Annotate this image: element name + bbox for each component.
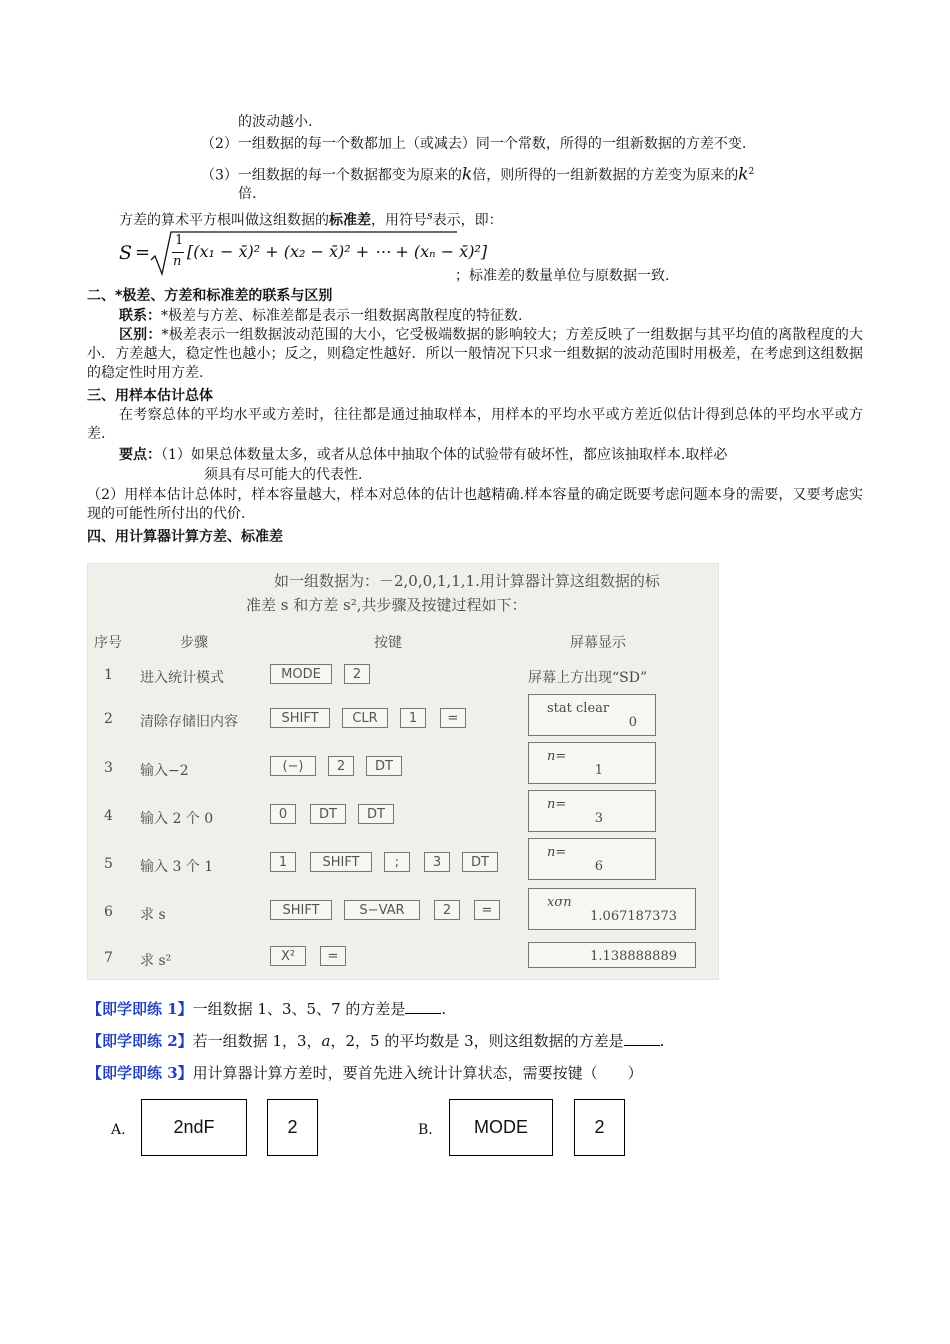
screen-text: 屏幕上方出现“SD” bbox=[528, 670, 648, 686]
screen-display: xσn 1.067187373 bbox=[528, 888, 696, 930]
row-no: 1 bbox=[104, 667, 113, 683]
row-no: 2 bbox=[104, 711, 113, 727]
text-line: （3）一组数据的每一个数据都变为原来的k倍，则所得的一组新数据的方差变为原来的$k^2$ bbox=[201, 164, 755, 185]
header-screen: 屏幕显示 bbox=[570, 635, 626, 651]
row-step: 输入 2 个 0 bbox=[140, 811, 214, 827]
exercise-1: 【即学即练 1】一组数据 1、3、5、7 的方差是 . bbox=[87, 1000, 447, 1018]
calc-key-equals: = bbox=[440, 708, 466, 728]
text-line: 须具有尽可能大的代表性. bbox=[204, 467, 363, 483]
calc-key-0: 0 bbox=[270, 804, 296, 824]
paragraph: 区别：*极差表示一组数据波动范围的大小，它受极端数据的影响较大；方差反映了一组数据与其平均值的离散程度的大小．方差越大，稳定性也越小；反之，则稳定性越好．所以一般情况下只求一组数据的波动范围时用极差，在考虑到这组数据的稳定性时用方差. bbox=[87, 327, 864, 381]
calc-key-2: 2 bbox=[344, 664, 370, 684]
text-line: 联系：*极差与方差、标准差都是表示一组数据离散程度的特征数. bbox=[119, 308, 523, 324]
option-b-label: B. bbox=[418, 1122, 433, 1138]
calc-key-negative: (−) bbox=[270, 756, 316, 776]
section-title: 三、用样本估计总体 bbox=[87, 388, 213, 404]
row-no: 7 bbox=[104, 950, 113, 966]
screen-display: n= 1 bbox=[528, 742, 656, 784]
row-step: 输入−2 bbox=[140, 763, 189, 779]
paragraph: 在考察总体的平均水平或方差时，往往都是通过抽取样本，用样本的平均水平或方差近似估计得到总体的平均水平或方差. bbox=[87, 407, 863, 442]
header-keys: 按键 bbox=[374, 635, 402, 651]
exercise-3: 【即学即练 3】用计算器计算方差时，要首先进入统计计算状态，需要按键（ ） bbox=[87, 1064, 643, 1082]
answer-blank bbox=[624, 1045, 660, 1046]
calc-key-1: 1 bbox=[270, 852, 296, 872]
section-title: 四、用计算器计算方差、标准差 bbox=[87, 529, 283, 545]
calc-key-mode: MODE bbox=[270, 664, 332, 684]
row-step: 求 s bbox=[140, 907, 166, 923]
calc-key-equals: = bbox=[320, 946, 346, 966]
screen-display: stat clear 0 bbox=[528, 694, 656, 736]
header-step: 步骤 bbox=[180, 635, 208, 651]
row-step: 进入统计模式 bbox=[140, 670, 224, 686]
text-line: 的波动越小. bbox=[238, 114, 313, 130]
option-b-key-2: 2 bbox=[574, 1099, 625, 1156]
photo-intro-line: 如一组数据为：－2,0,0,1,1,1.用计算器计算这组数据的标 bbox=[274, 572, 660, 590]
calc-key-clr: CLR bbox=[342, 708, 388, 728]
answer-blank bbox=[405, 1013, 441, 1014]
row-no: 5 bbox=[104, 856, 113, 872]
calc-key-dt: DT bbox=[310, 804, 346, 824]
header-no: 序号 bbox=[94, 635, 122, 651]
row-no: 4 bbox=[104, 808, 113, 824]
calc-key-1: 1 bbox=[400, 708, 426, 728]
std-formula: S = 1 n [(x₁ − x̄)² + (x₂ − x̄)² + ⋯ + (xₙ − x̄)²] bbox=[119, 230, 459, 278]
option-a-key-2: 2 bbox=[267, 1099, 318, 1156]
calc-key-3: 3 bbox=[424, 852, 450, 872]
screen-display: n= 6 bbox=[528, 838, 656, 880]
row-step: 求 s² bbox=[140, 953, 172, 969]
calc-key-shift: SHIFT bbox=[270, 900, 332, 920]
paragraph: （2）用样本估计总体时，样本容量越大，样本对总体的估计也越精确.样本容量的确定既要考虑问题本身的需要，又要考虑实现的可能性所付出的代价. bbox=[87, 487, 863, 522]
option-a-label: A. bbox=[111, 1122, 126, 1138]
calc-key-dt: DT bbox=[366, 756, 402, 776]
calc-key-s-var: S−VAR bbox=[344, 900, 420, 920]
calc-key-2: 2 bbox=[434, 900, 460, 920]
calc-key-shift: SHIFT bbox=[270, 708, 330, 728]
text-line: 方差的算术平方根叫做这组数据的标准差，用符号$^s$表示，即： bbox=[119, 209, 503, 229]
calc-key-dt: DT bbox=[358, 804, 394, 824]
calc-key-2: 2 bbox=[328, 756, 354, 776]
calc-key-equals: = bbox=[474, 900, 500, 920]
option-a-key-2ndf: 2ndF bbox=[141, 1099, 247, 1156]
row-no: 3 bbox=[104, 760, 113, 776]
text-line: 倍. bbox=[238, 186, 257, 202]
calculator-steps-photo bbox=[87, 563, 719, 980]
calc-key-semicolon: ; bbox=[384, 852, 410, 872]
text-line: ；标准差的数量单位与原数据一致. bbox=[455, 268, 670, 284]
calc-key-shift: SHIFT bbox=[310, 852, 372, 872]
exercise-2: 【即学即练 2】若一组数据 1，3，a，2，5 的平均数是 3，则这组数据的方差是 . bbox=[87, 1032, 665, 1050]
text-line: 要点：（1）如果总体数量太多，或者从总体中抽取个体的试验带有破坏性，都应该抽取样本.取样必 bbox=[119, 447, 728, 463]
option-b-key-mode: MODE bbox=[449, 1099, 553, 1156]
row-step: 输入 3 个 1 bbox=[140, 859, 214, 875]
fraction-bar bbox=[172, 252, 184, 253]
photo-intro-line: 准差 s 和方差 s²,共步骤及按键过程如下： bbox=[246, 596, 527, 614]
calc-key-x-squared: X² bbox=[270, 946, 306, 966]
section-title: 二、*极差、方差和标准差的联系与区别 bbox=[87, 288, 333, 304]
row-no: 6 bbox=[104, 904, 113, 920]
row-step: 清除存储旧内容 bbox=[140, 714, 238, 730]
screen-display: n= 3 bbox=[528, 790, 656, 832]
screen-display: 1.138888889 bbox=[528, 942, 696, 968]
text-line: （2）一组数据的每一个数都加上（或减去）同一个常数，所得的一组新数据的方差不变. bbox=[201, 136, 747, 152]
calc-key-dt: DT bbox=[462, 852, 498, 872]
